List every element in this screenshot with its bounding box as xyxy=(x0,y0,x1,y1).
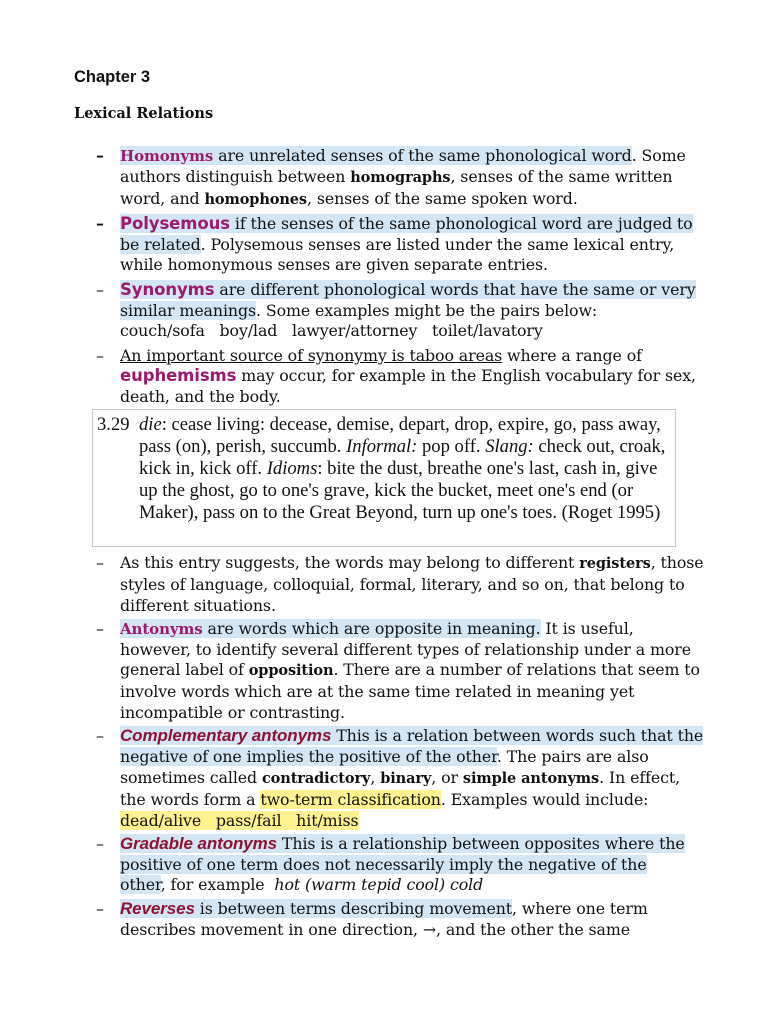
list-item-euphemisms xyxy=(0,346,768,408)
term-contradictory: contradictory xyxy=(261,769,371,787)
term-gradable-antonyms: Gradable antonyms xyxy=(120,833,278,853)
term-complementary-antonyms: Complementary antonyms xyxy=(120,726,332,746)
example-text xyxy=(139,414,673,524)
example-number: 3.29 xyxy=(97,414,130,435)
list-item-synonyms xyxy=(0,280,768,342)
separator: , xyxy=(370,767,381,787)
term-homonyms: Homonyms xyxy=(120,147,214,165)
highlighted-text: This is a relation between words such that the negative of one implies the positive of the other xyxy=(120,726,704,767)
body-text: . Some examples might be the pairs below: xyxy=(256,300,598,320)
underlined-text: An important source of synonymy is taboo areas xyxy=(120,345,503,365)
body-text: . In effect, the words form a xyxy=(120,767,680,809)
term-euphemisms: euphemisms xyxy=(120,366,237,386)
body-text: may occur, for example in the English vocabulary for sex, death, and the body. xyxy=(120,366,696,407)
term-synonyms: Synonyms xyxy=(120,279,215,299)
example-body: pop off. xyxy=(417,436,486,458)
list-item-registers xyxy=(0,553,768,616)
body-text: , senses of the same spoken word. xyxy=(306,188,578,208)
highlighted-text: are different phonological words that have the same or very similar meanings xyxy=(120,279,696,320)
body-text: where a range of xyxy=(502,345,642,365)
chapter-title: Chapter 3 xyxy=(74,68,151,86)
list-item-gradable-antonyms xyxy=(0,834,768,896)
example-body: : cease living: decease, demise, depart, drop, expire, go, pass away, pass (on), perish, succumb. xyxy=(139,414,661,458)
highlight-yellow-examples: dead/alive pass/fail hit/miss xyxy=(120,810,359,830)
body-text: , where one term describes movement in one direction, →, and the other the same xyxy=(120,898,648,939)
term-homographs: homographs xyxy=(350,168,451,186)
body-text: . Some authors distinguish between xyxy=(120,146,686,186)
highlighted-text: are unrelated senses of the same phonological word xyxy=(213,146,632,165)
body-text: . There are a number of relations that seem to involve words which are at the same time related in meaning yet incompatible or contrasting. xyxy=(120,660,700,723)
example-box xyxy=(92,409,676,547)
bullet-dash: – xyxy=(96,898,104,918)
bullet-dash: – xyxy=(96,618,104,638)
term-registers: registers xyxy=(579,555,651,572)
highlight-blue xyxy=(120,146,632,165)
body-text: . Examples would include: xyxy=(440,789,649,809)
term-opposition: opposition xyxy=(248,662,334,680)
definition-list xyxy=(0,146,768,412)
body-text: , senses of the same written word, and xyxy=(120,166,673,208)
term-homophones: homophones xyxy=(204,190,307,208)
example-headword: die xyxy=(139,414,162,435)
section-heading: Lexical Relations xyxy=(74,105,214,122)
body-text: As this entry suggests, the words may belong to different xyxy=(120,553,580,572)
term-binary: binary xyxy=(380,769,432,787)
highlight-blue xyxy=(120,899,512,918)
bullet-dash: – xyxy=(96,279,104,299)
label-informal: Informal: xyxy=(346,436,418,458)
list-item-antonyms xyxy=(0,619,768,724)
bullet-dash: – xyxy=(96,345,104,365)
highlighted-text: This is a relationship between opposites where the positive of one term does not necessarily imply the negative of the other xyxy=(120,833,685,895)
highlighted-text: is between terms describing movement xyxy=(194,898,513,918)
body-text: , those styles of language, colloquial, formal, literary, and so on, that belong to different situations. xyxy=(120,553,704,615)
term-polysemous: Polysemous xyxy=(120,213,230,233)
term-antonyms: Antonyms xyxy=(120,619,203,638)
body-text: . Polysemous senses are listed under the same lexical entry, while homonymous senses are given separate entries. xyxy=(120,234,675,275)
relations-list xyxy=(0,553,768,943)
synonym-pairs: couch/sofa boy/lad lawyer/attorney toilet/lavatory xyxy=(120,321,543,341)
list-item-complementary-antonyms xyxy=(0,726,768,831)
list-item-polysemous xyxy=(0,214,768,276)
label-slang: Slang: xyxy=(485,436,534,458)
highlight-blue xyxy=(120,619,541,638)
highlighted-text: if the senses of the same phonological word are judged to be related xyxy=(120,213,693,254)
list-item-homonyms xyxy=(0,146,768,210)
bullet-dash: – xyxy=(96,553,104,572)
list-item-reverses xyxy=(0,899,768,941)
example-body: : bite the dust, breathe one's last, cash in, give up the ghost, go to one's grave, kick the bucket, meet one's end (or Maker), pass on to the Great Beyond, turn up one's toes. (Roget 1995) xyxy=(139,458,661,524)
example-scale: hot (warm tepid cool) cold xyxy=(274,875,484,895)
bullet-dash: – xyxy=(96,833,104,853)
body-text: , for example xyxy=(160,875,275,895)
term-simple-antonyms: simple antonyms xyxy=(462,769,600,787)
term-reverses: Reverses xyxy=(120,898,195,918)
bullet-dash: – xyxy=(96,213,104,233)
label-idioms: Idioms xyxy=(266,458,318,480)
separator: , or xyxy=(431,767,463,787)
body-text: . The pairs are also sometimes called xyxy=(120,747,649,787)
bullet-dash: – xyxy=(96,726,104,746)
highlight-yellow: two-term classification xyxy=(260,789,441,809)
highlighted-text: are words which are opposite in meaning. xyxy=(202,618,541,638)
body-text: It is useful, however, to identify several different types of relationship under a more general label of xyxy=(120,618,691,680)
example-body: check out, croak, kick in, kick off. xyxy=(139,436,666,480)
bullet-dash: – xyxy=(96,146,104,165)
